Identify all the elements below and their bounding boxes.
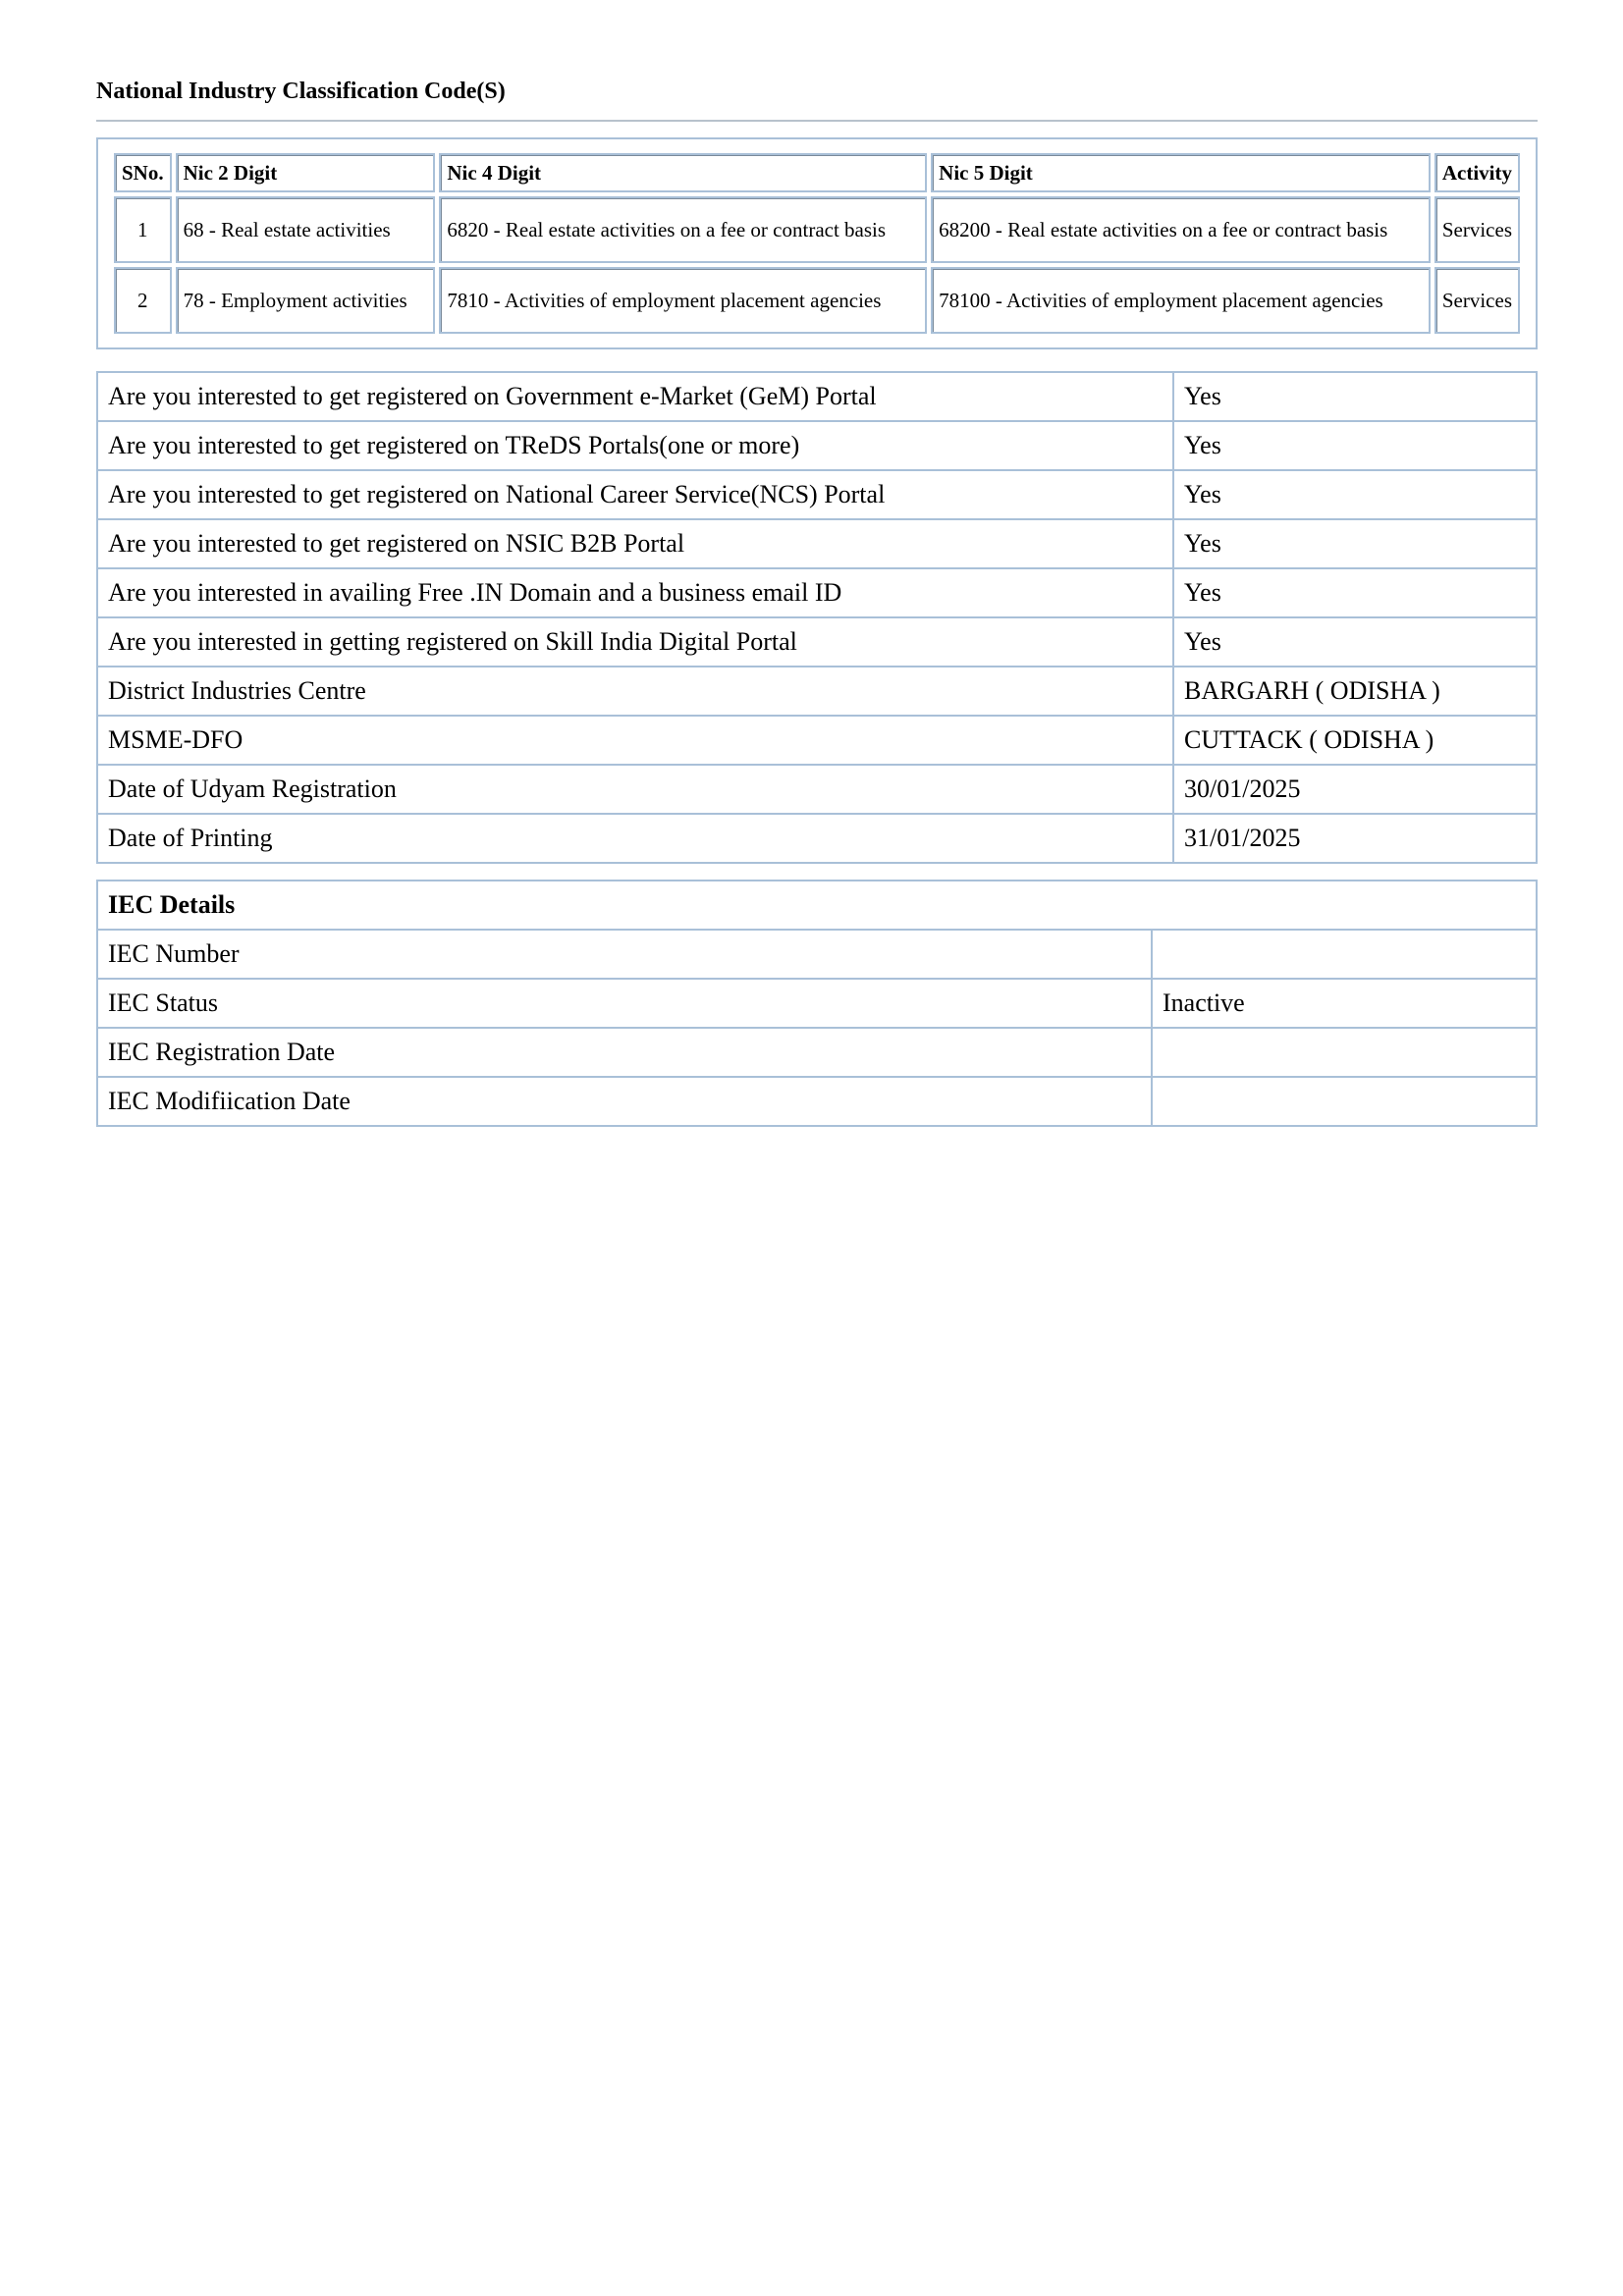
- header-nic2: Nic 2 Digit: [176, 153, 436, 192]
- row-value: CUTTACK ( ODISHA ): [1173, 716, 1537, 765]
- table-row: [97, 814, 1537, 863]
- iec-details-table: [96, 880, 1538, 1127]
- row-value: [1152, 930, 1537, 979]
- table-row: [97, 372, 1537, 421]
- row-label: Are you interested to get registered on Government e-Market (GeM) Portal: [97, 372, 1173, 421]
- cell-nic2: 78 - Employment activities: [176, 267, 436, 334]
- row-label: Are you interested in getting registered on Skill India Digital Portal: [97, 617, 1173, 667]
- row-value: Yes: [1173, 470, 1537, 519]
- header-nic4: Nic 4 Digit: [439, 153, 927, 192]
- table-row: [97, 765, 1537, 814]
- row-value: 31/01/2025: [1173, 814, 1537, 863]
- table-row: [97, 470, 1537, 519]
- row-label: Are you interested to get registered on TReDS Portals(one or more): [97, 421, 1173, 470]
- table-row: [97, 667, 1537, 716]
- cell-sno: 2: [114, 267, 172, 334]
- cell-nic5: 68200 - Real estate activities on a fee or contract basis: [931, 196, 1431, 263]
- cell-activity: Services: [1434, 196, 1520, 263]
- row-value: Yes: [1173, 519, 1537, 568]
- row-value: Yes: [1173, 568, 1537, 617]
- header-sno: SNo.: [114, 153, 172, 192]
- header-nic5: Nic 5 Digit: [931, 153, 1431, 192]
- cell-activity: Services: [1434, 267, 1520, 334]
- row-value: Yes: [1173, 372, 1537, 421]
- table-row: [97, 519, 1537, 568]
- table-row: [114, 267, 1520, 334]
- nic-header-row: [114, 153, 1520, 192]
- row-label: Are you interested in availing Free .IN Domain and a business email ID: [97, 568, 1173, 617]
- table-row: [97, 1077, 1537, 1126]
- table-row: [97, 568, 1537, 617]
- row-label: Are you interested to get registered on NSIC B2B Portal: [97, 519, 1173, 568]
- nic-table-container: [96, 137, 1538, 349]
- row-label: Are you interested to get registered on National Career Service(NCS) Portal: [97, 470, 1173, 519]
- table-row: [114, 196, 1520, 263]
- row-label: IEC Registration Date: [97, 1028, 1152, 1077]
- row-label: MSME-DFO: [97, 716, 1173, 765]
- row-label: District Industries Centre: [97, 667, 1173, 716]
- table-row: [97, 716, 1537, 765]
- cell-nic5: 78100 - Activities of employment placement agencies: [931, 267, 1431, 334]
- nic-section-title: National Industry Classification Code(S): [96, 79, 506, 104]
- table-row: [97, 979, 1537, 1028]
- cell-nic4: 6820 - Real estate activities on a fee or contract basis: [439, 196, 927, 263]
- row-label: Date of Printing: [97, 814, 1173, 863]
- row-label: IEC Status: [97, 979, 1152, 1028]
- iec-header-row: [97, 881, 1537, 930]
- iec-section-title: IEC Details: [97, 881, 1537, 930]
- cell-nic4: 7810 - Activities of employment placement agencies: [439, 267, 927, 334]
- row-value: 30/01/2025: [1173, 765, 1537, 814]
- table-row: [97, 1028, 1537, 1077]
- cell-nic2: 68 - Real estate activities: [176, 196, 436, 263]
- row-value: Yes: [1173, 421, 1537, 470]
- table-row: [97, 617, 1537, 667]
- registration-details-table: [96, 371, 1538, 864]
- row-label: Date of Udyam Registration: [97, 765, 1173, 814]
- header-activity: Activity: [1434, 153, 1520, 192]
- table-row: [97, 421, 1537, 470]
- row-value: [1152, 1077, 1537, 1126]
- row-label: IEC Number: [97, 930, 1152, 979]
- table-row: [97, 930, 1537, 979]
- row-value: Inactive: [1152, 979, 1537, 1028]
- row-value: BARGARH ( ODISHA ): [1173, 667, 1537, 716]
- cell-sno: 1: [114, 196, 172, 263]
- row-label: IEC Modifiication Date: [97, 1077, 1152, 1126]
- section-divider: [96, 120, 1538, 122]
- nic-table: [110, 149, 1524, 338]
- row-value: [1152, 1028, 1537, 1077]
- row-value: Yes: [1173, 617, 1537, 667]
